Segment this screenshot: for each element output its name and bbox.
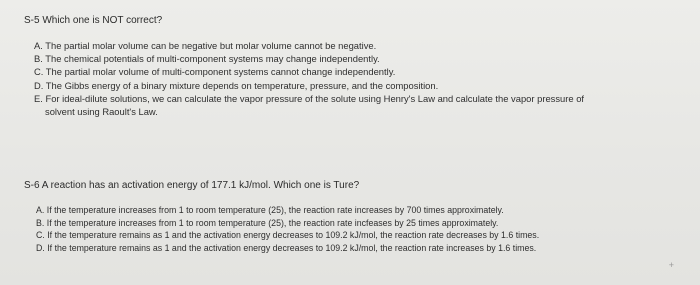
option-e[interactable] (34, 92, 692, 118)
option-b[interactable]: B. If the temperature increases from 1 to room temperature (25), the reaction rate incfeases by 25 times approximately. (36, 217, 499, 228)
question-s5-options (24, 39, 692, 118)
option-c[interactable]: C. The partial molar volume of multi-component systems cannot change independently. (34, 66, 396, 78)
cursor-mark-icon: + (668, 260, 674, 270)
option-a[interactable]: A. If the temperature increases from 1 to room temperature (25), the reaction rate increases by 700 times approximately. (36, 205, 504, 215)
option-c[interactable]: C. If the temperature remains as 1 and the activation energy decreases to 109.2 kJ/mol, the reaction rate decreases by 1.6 times. (36, 230, 540, 241)
option-e-line1: E. For ideal-dilute solutions, we can calculate the vapor pressure of the solute using Henry's Law and calculate the vapor pressure of (34, 92, 585, 104)
option-e-line2: solvent using Raoult's Law. (45, 106, 158, 118)
option-d[interactable]: D. The Gibbs energy of a binary mixture depends on temperature, pressure, and the composition. (34, 79, 439, 91)
question-s6-options (24, 204, 692, 254)
question-s6-title: S-6 A reaction has an activation energy of 177.1 kJ/mol. Which one is Ture? (24, 180, 360, 191)
option-d[interactable]: D. If the temperature remains as 1 and the activation energy decreases to 109.2 kJ/mol, the reaction rate increases by 1.6 times. (36, 242, 537, 253)
option-a[interactable]: A. The partial molar volume can be negative but molar volume cannot be negative. (34, 40, 377, 51)
option-b[interactable]: B. The chemical potentials of multi-component systems may change independently. (34, 53, 380, 65)
question-s6 (24, 179, 692, 254)
question-s5-title: S-5 Which one is NOT correct? (24, 15, 163, 26)
question-s5 (24, 14, 692, 118)
